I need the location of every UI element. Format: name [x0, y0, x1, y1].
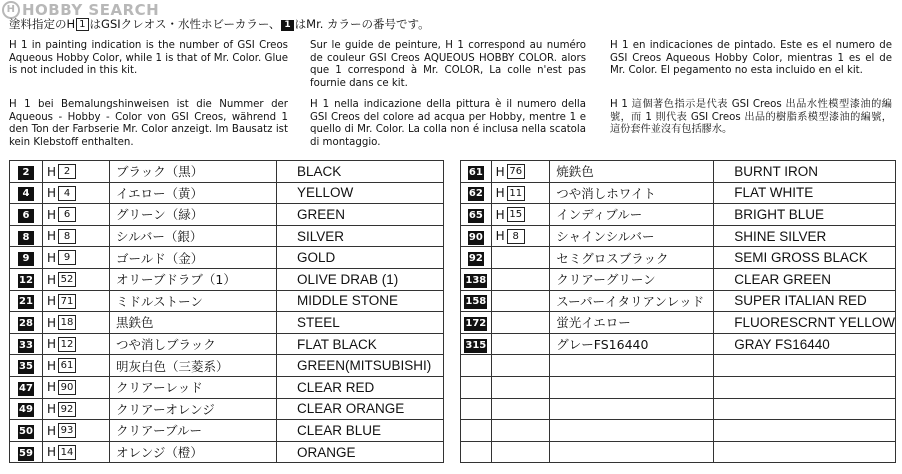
aqueous-color-cell: [43, 441, 110, 463]
mr-color-number: 35: [19, 361, 33, 373]
color-name-japanese: 明灰白色（三菱系）: [110, 355, 277, 377]
aqueous-prefix: H: [47, 164, 57, 179]
mr-color-cell: [10, 376, 43, 398]
aqueous-color-number: 4: [58, 186, 76, 201]
color-row: [461, 268, 896, 290]
aqueous-color-number: 6: [58, 207, 76, 222]
color-row: [10, 182, 444, 204]
aqueous-prefix: H: [47, 229, 57, 244]
aqueous-prefix: H: [47, 272, 57, 287]
aqueous-color-cell: [43, 312, 110, 334]
color-name-japanese: [550, 420, 714, 442]
color-row: [461, 376, 896, 398]
aqueous-prefix: H: [47, 315, 57, 330]
aqueous-color-cell: [43, 333, 110, 355]
color-name-english: GREEN: [277, 204, 444, 226]
mr-color-cell: [461, 247, 492, 269]
color-name-japanese: インディブルー: [550, 204, 714, 226]
color-row: [461, 161, 896, 183]
color-name-english: OLIVE DRAB (1): [277, 268, 444, 290]
color-name-japanese: グレーFS16440: [550, 333, 714, 355]
aqueous-color-code: [47, 229, 76, 244]
mr-color-number: 21: [19, 296, 33, 308]
color-row: [10, 204, 444, 226]
watermark-logo-icon: H: [2, 1, 20, 19]
aqueous-color-cell: [43, 182, 110, 204]
aqueous-prefix: H: [495, 229, 505, 244]
aqueous-color-code: [47, 445, 76, 460]
note-chinese: H 1 這個著色指示是代表 GSI Creos 出品水性模型漆油的編號，而 1 則代表 GSI Creos 出品的樹脂系模型漆油的編號，這份套件並沒有包括膠水。: [610, 99, 892, 136]
aqueous-color-code: [47, 294, 76, 309]
color-name-japanese: つや消しブラック: [110, 333, 277, 355]
aqueous-color-cell: [43, 398, 110, 420]
mr-color-cell: [10, 268, 43, 290]
color-name-japanese: 蛍光イエロー: [550, 312, 714, 334]
color-row: [461, 398, 896, 420]
mr-color-cell: [10, 225, 43, 247]
mr-color-cell: [461, 398, 492, 420]
color-name-english: ORANGE: [277, 441, 444, 463]
color-name-english: GREEN(MITSUBISHI): [277, 355, 444, 377]
color-name-english: CLEAR ORANGE: [277, 398, 444, 420]
mr-color-number: 65: [468, 209, 483, 221]
paint-instruction-header: [9, 16, 430, 32]
note-german: H 1 bei Bemalungshinweisen ist die Nummer der Aqueous - Hobby - Color von GSI Creos, während 1 den Ton der Farbserie Mr. Color anzeigt. Im Bausatz ist kein Klebstoff enthalten.: [9, 99, 288, 148]
color-row: [10, 441, 444, 463]
mr-color-cell: [10, 441, 43, 463]
aqueous-color-number: 76: [507, 164, 525, 179]
aqueous-color-number: 90: [58, 380, 76, 395]
color-name-english: BLACK: [277, 161, 444, 183]
color-name-english: CLEAR RED: [277, 376, 444, 398]
mr-color-number: 47: [19, 382, 33, 394]
color-name-english: [714, 398, 896, 420]
color-row: [10, 225, 444, 247]
aqueous-color-cell: [43, 204, 110, 226]
aqueous-color-number: 9: [58, 250, 76, 265]
color-name-japanese: グリーン（緑）: [110, 204, 277, 226]
mr-color-cell: [10, 161, 43, 183]
mr-color-cell: [10, 420, 43, 442]
aqueous-color-number: 11: [507, 186, 525, 201]
aqueous-color-number: 61: [58, 358, 76, 373]
aqueous-prefix: H: [47, 337, 57, 352]
mr-color-number: 172: [465, 317, 487, 329]
mr-color-number: 49: [19, 404, 33, 416]
color-name-japanese: セミグロスブラック: [550, 247, 714, 269]
aqueous-prefix: H: [47, 423, 57, 438]
aqueous-number-box-icon: 1: [76, 18, 88, 31]
color-name-japanese: クリアーレッド: [110, 376, 277, 398]
aqueous-color-code: [47, 380, 76, 395]
mr-color-number: 28: [19, 317, 33, 329]
mr-color-number: 9: [18, 252, 34, 266]
aqueous-color-code: [496, 164, 525, 179]
header-text-2: はGSIクレオス・水性ホビーカラー、: [89, 17, 281, 31]
aqueous-prefix: H: [495, 164, 505, 179]
aqueous-color-cell: [43, 268, 110, 290]
mr-color-number: 90: [468, 231, 483, 243]
aqueous-color-number: 92: [58, 402, 76, 417]
header-h-letter: H: [66, 17, 76, 31]
aqueous-color-cell: [491, 398, 550, 420]
aqueous-color-number: 14: [58, 445, 76, 460]
color-name-english: SILVER: [277, 225, 444, 247]
mr-color-cell: [461, 441, 492, 463]
aqueous-color-cell: [491, 225, 550, 247]
color-name-japanese: ミドルストーン: [110, 290, 277, 312]
aqueous-color-cell: [491, 204, 550, 226]
mr-color-cell: [461, 333, 492, 355]
aqueous-prefix: H: [47, 250, 57, 265]
mr-color-cell: [461, 268, 492, 290]
note-spanish: H 1 en indicaciones de pintado. Este es el numero de GSI Creos Aqueous Hobby Color, mientras 1 es el de Mr. Color. El pegamento no esta incluido en el kit.: [610, 40, 892, 77]
mr-color-number: 315: [465, 339, 487, 351]
mr-color-cell: [461, 376, 492, 398]
color-name-japanese: 焼鉄色: [550, 161, 714, 183]
color-name-english: BURNT IRON: [714, 161, 896, 183]
mr-color-number: 92: [468, 253, 483, 265]
aqueous-color-cell: [43, 225, 110, 247]
color-name-english: SHINE SILVER: [714, 225, 896, 247]
mr-color-number: 158: [465, 296, 487, 308]
mr-color-cell: [10, 204, 43, 226]
aqueous-color-code: [47, 272, 76, 287]
color-row: [461, 355, 896, 377]
aqueous-prefix: H: [47, 294, 57, 309]
mr-color-cell: [461, 312, 492, 334]
aqueous-color-code: [496, 229, 525, 244]
color-name-english: CLEAR GREEN: [714, 268, 896, 290]
mr-color-cell: [461, 161, 492, 183]
color-row: [461, 312, 896, 334]
color-name-japanese: シャインシルバー: [550, 225, 714, 247]
color-name-english: SUPER ITALIAN RED: [714, 290, 896, 312]
mr-color-cell: [461, 204, 492, 226]
color-name-english: FLAT WHITE: [714, 182, 896, 204]
aqueous-color-cell: [491, 268, 550, 290]
color-name-english: [714, 376, 896, 398]
mr-color-cell: [461, 225, 492, 247]
aqueous-color-number: 71: [58, 294, 76, 309]
mr-color-cell: [10, 355, 43, 377]
color-name-english: FLUORESCRNT YELLOW: [714, 312, 896, 334]
aqueous-prefix: H: [495, 186, 505, 201]
color-name-english: SEMI GROSS BLACK: [714, 247, 896, 269]
color-name-japanese: ゴールド（金）: [110, 247, 277, 269]
aqueous-color-cell: [491, 161, 550, 183]
mr-color-number: 61: [468, 166, 483, 178]
color-name-english: YELLOW: [277, 182, 444, 204]
color-row: [10, 312, 444, 334]
aqueous-color-number: 15: [507, 207, 525, 222]
color-name-english: MIDDLE STONE: [277, 290, 444, 312]
aqueous-prefix: H: [47, 207, 57, 222]
color-name-japanese: ブラック（黒）: [110, 161, 277, 183]
color-row: [461, 225, 896, 247]
mr-color-number: 2: [18, 166, 34, 180]
mr-color-number: 50: [19, 425, 33, 437]
color-row: [10, 355, 444, 377]
aqueous-color-number: 12: [58, 337, 76, 352]
color-name-japanese: スーパーイタリアンレッド: [550, 290, 714, 312]
color-name-english: [714, 355, 896, 377]
mr-color-number: 12: [19, 274, 33, 286]
aqueous-color-number: 93: [58, 423, 76, 438]
color-name-english: FLAT BLACK: [277, 333, 444, 355]
color-name-japanese: シルバー（銀）: [110, 225, 277, 247]
color-row: [10, 376, 444, 398]
mr-color-cell: [461, 420, 492, 442]
aqueous-color-cell: [491, 420, 550, 442]
color-table-right: [460, 160, 896, 463]
mr-color-number: 4: [18, 187, 34, 201]
color-name-japanese: オリーブドラブ（1）: [110, 268, 277, 290]
aqueous-color-cell: [491, 290, 550, 312]
header-text-1: 塗料指定の: [9, 17, 67, 31]
aqueous-prefix: H: [47, 186, 57, 201]
color-row: [461, 441, 896, 463]
color-name-english: CLEAR BLUE: [277, 420, 444, 442]
aqueous-color-cell: [43, 376, 110, 398]
color-name-japanese: [550, 355, 714, 377]
note-english: H 1 in painting indication is the number of GSI Creos Aqueous Hobby Color, while 1 is that of Mr. Color. Glue is not included in this kit.: [9, 40, 288, 77]
color-name-english: BRIGHT BLUE: [714, 204, 896, 226]
header-text-3: はMr. カラーの番号です。: [294, 17, 430, 31]
note-french: Sur le guide de peinture, H 1 correspond au numéro de couleur GSI Creos AQUEOUS HOBBY COLOR. alors que 1 correspond à Mr. COLOR, La colle n'est pas fournie dans ce kit.: [310, 40, 586, 89]
mr-color-number: 8: [18, 231, 34, 245]
watermark-text: HOBBY SEARCH: [22, 1, 160, 19]
aqueous-color-code: [47, 358, 76, 373]
color-name-japanese: クリアーオレンジ: [110, 398, 277, 420]
aqueous-color-number: 18: [58, 315, 76, 330]
color-row: [461, 420, 896, 442]
aqueous-color-cell: [491, 355, 550, 377]
color-name-japanese: クリアーグリーン: [550, 268, 714, 290]
mr-color-number: 59: [19, 447, 33, 459]
color-row: [461, 204, 896, 226]
color-row: [10, 398, 444, 420]
aqueous-color-number: 52: [58, 272, 76, 287]
aqueous-color-cell: [491, 247, 550, 269]
aqueous-color-code: [47, 250, 76, 265]
aqueous-color-code: [47, 423, 76, 438]
aqueous-color-code: [47, 402, 76, 417]
color-row: [461, 247, 896, 269]
aqueous-color-code: [47, 186, 76, 201]
mr-color-cell: [10, 312, 43, 334]
color-row: [461, 333, 896, 355]
color-name-english: GRAY FS16440: [714, 333, 896, 355]
color-name-japanese: [550, 398, 714, 420]
aqueous-color-code: [496, 186, 525, 201]
color-name-english: [714, 420, 896, 442]
color-name-japanese: イエロー（黄）: [110, 182, 277, 204]
aqueous-prefix: H: [47, 445, 57, 460]
aqueous-color-code: [496, 207, 525, 222]
mr-color-cell: [10, 333, 43, 355]
color-name-japanese: オレンジ（橙）: [110, 441, 277, 463]
aqueous-prefix: H: [495, 207, 505, 222]
aqueous-color-code: [47, 315, 76, 330]
mr-color-number: 62: [468, 188, 483, 200]
aqueous-color-cell: [491, 312, 550, 334]
mr-color-cell: [10, 247, 43, 269]
mr-color-cell: [10, 290, 43, 312]
aqueous-color-number: 2: [58, 164, 76, 179]
aqueous-color-number: 8: [58, 229, 76, 244]
color-table-left: [9, 160, 444, 463]
aqueous-color-code: [47, 164, 76, 179]
mr-color-cell: [461, 290, 492, 312]
mr-color-cell: [461, 355, 492, 377]
mr-color-cell: [461, 182, 492, 204]
aqueous-color-cell: [43, 355, 110, 377]
mr-color-number: 33: [19, 339, 33, 351]
mr-color-number: 6: [18, 209, 34, 223]
note-italian: H 1 nella indicazione della pittura è il numero della GSI Creos del colore ad acqua per Hobby, mentre 1 e quello di Mr. Color. La colla non é inclusa nella scatola di montaggio.: [310, 99, 586, 148]
aqueous-color-cell: [43, 161, 110, 183]
mr-color-cell: [10, 398, 43, 420]
aqueous-color-cell: [491, 333, 550, 355]
color-row: [10, 247, 444, 269]
aqueous-color-cell: [43, 420, 110, 442]
aqueous-color-cell: [491, 182, 550, 204]
mr-color-number: 138: [465, 274, 487, 286]
aqueous-color-cell: [491, 441, 550, 463]
color-name-japanese: [550, 441, 714, 463]
mr-color-cell: [10, 182, 43, 204]
aqueous-color-number: 8: [507, 229, 525, 244]
color-row: [10, 290, 444, 312]
color-row: [10, 161, 444, 183]
aqueous-color-code: [47, 337, 76, 352]
color-name-japanese: つや消しホワイト: [550, 182, 714, 204]
color-name-japanese: [550, 376, 714, 398]
aqueous-prefix: H: [47, 402, 57, 417]
color-row: [10, 420, 444, 442]
mr-color-number-box-icon: 1: [281, 20, 293, 31]
aqueous-color-cell: [43, 290, 110, 312]
color-row: [461, 290, 896, 312]
color-row: [10, 268, 444, 290]
aqueous-color-cell: [491, 376, 550, 398]
color-name-japanese: 黒鉄色: [110, 312, 277, 334]
aqueous-prefix: H: [47, 358, 57, 373]
color-name-japanese: クリアーブルー: [110, 420, 277, 442]
aqueous-color-code: [47, 207, 76, 222]
color-row: [461, 182, 896, 204]
color-name-english: GOLD: [277, 247, 444, 269]
aqueous-color-cell: [43, 247, 110, 269]
color-name-english: [714, 441, 896, 463]
color-name-english: STEEL: [277, 312, 444, 334]
color-row: [10, 333, 444, 355]
aqueous-prefix: H: [47, 380, 57, 395]
